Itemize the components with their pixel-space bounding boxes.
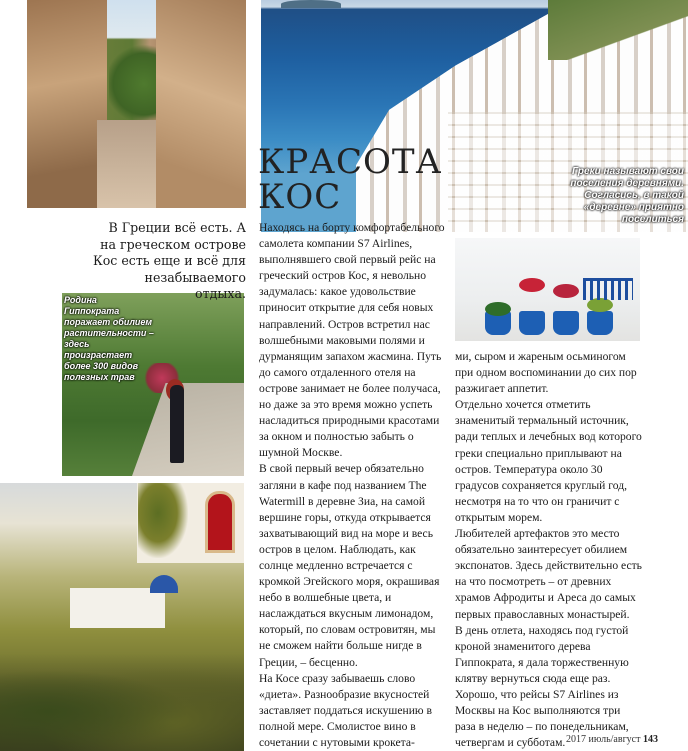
issue-date: 2017 июль/август <box>566 734 641 745</box>
flower-pots-photo <box>455 238 640 341</box>
paragraph: В свой первый вечер обязательно загляни в кафе под названием The Watermill в деревне Зиа, на самой вершине горы, откуда открывается захватывающий вид на море и весь остров в целом. Наблюдать, как солнце медленно встречается с кромкой Эгейского моря, окрашивая небо в волшебные цвета, и наслаждаться вкусным лимонадом, который, по словам островитян, мы не сможем найти больше нигде в Греции, – бесценно. <box>259 462 440 669</box>
article-title <box>258 142 458 217</box>
title-line-2: КОС <box>258 177 342 217</box>
paragraph: Отдельно хочется отметить знаменитый термальный источник, ради теплых и лечебных вод которого греки специально приплывают на остров. Температура около 30 градусов сохраняется круглый год, несмотря на то что он граничит с открытым морем. <box>455 398 642 524</box>
paragraph: В день отлета, находясь под густой кроной знаменитого дерева Гиппократа, я дала торжественную клятву вернуться сюда еще раз. Хорошо, что рейсы S7 Airlines из Москвы на Кос выполняются три раза в неделю – по понедельникам, четвергам и субботам. <box>455 623 629 750</box>
text-column-2 <box>455 349 643 751</box>
article-lead: В Греции всё есть. А на греческом острове Кос есть еще и всё для незабываемого отдыха. <box>92 220 246 301</box>
paragraph: Находясь на борту комфортабельного самолета компании S7 Airlines, выполнявшего свой первый рейс на греческий остров Кос, я невольно задумалась: какое удовольствие приносит открытие для себя новых направлений. Остров встретил нас волшебными маковыми полями и дурманящим запахом жасмина. Путь до самого отдаленного отеля на острове занимает не более получаса, но даже за это время можно успеть насладиться природными красотами за окном и полностью забыть о шумной Москве. <box>259 221 445 460</box>
town-photo-caption: Греки называют свои поселения деревнями. Согласись, в такой «деревне» приятно поселиться <box>570 166 684 225</box>
text-column-1 <box>259 220 448 751</box>
ruins-photo <box>27 0 246 208</box>
paragraph: На Косе сразу забываешь слово «диета». Разнообразие вкусностей заставляет поддаться искушению в полной мере. Смолистое вино в сочетании с нутовыми крокета- <box>259 671 432 749</box>
garden-photo-caption: Родина Гиппократа поражает обилием растительности – здесь произрастает более 300 видов полезных трав <box>64 295 154 382</box>
village-landscape-photo <box>0 483 244 751</box>
title-line-1: КРАСОТА <box>258 142 443 182</box>
page-footer <box>566 734 658 745</box>
paragraph: ми, сыром и жареным осьминогом при одном воспоминании до сих пор разжигает аппетит. <box>455 350 637 396</box>
page-number: 143 <box>642 734 658 745</box>
paragraph: Любителей артефактов это место обязательно заинтересует обилием экспонатов. Здесь действительно есть на что посмотреть – от древних храмов Афродиты и Ареса до самых первых православных монастырей. <box>455 527 642 621</box>
